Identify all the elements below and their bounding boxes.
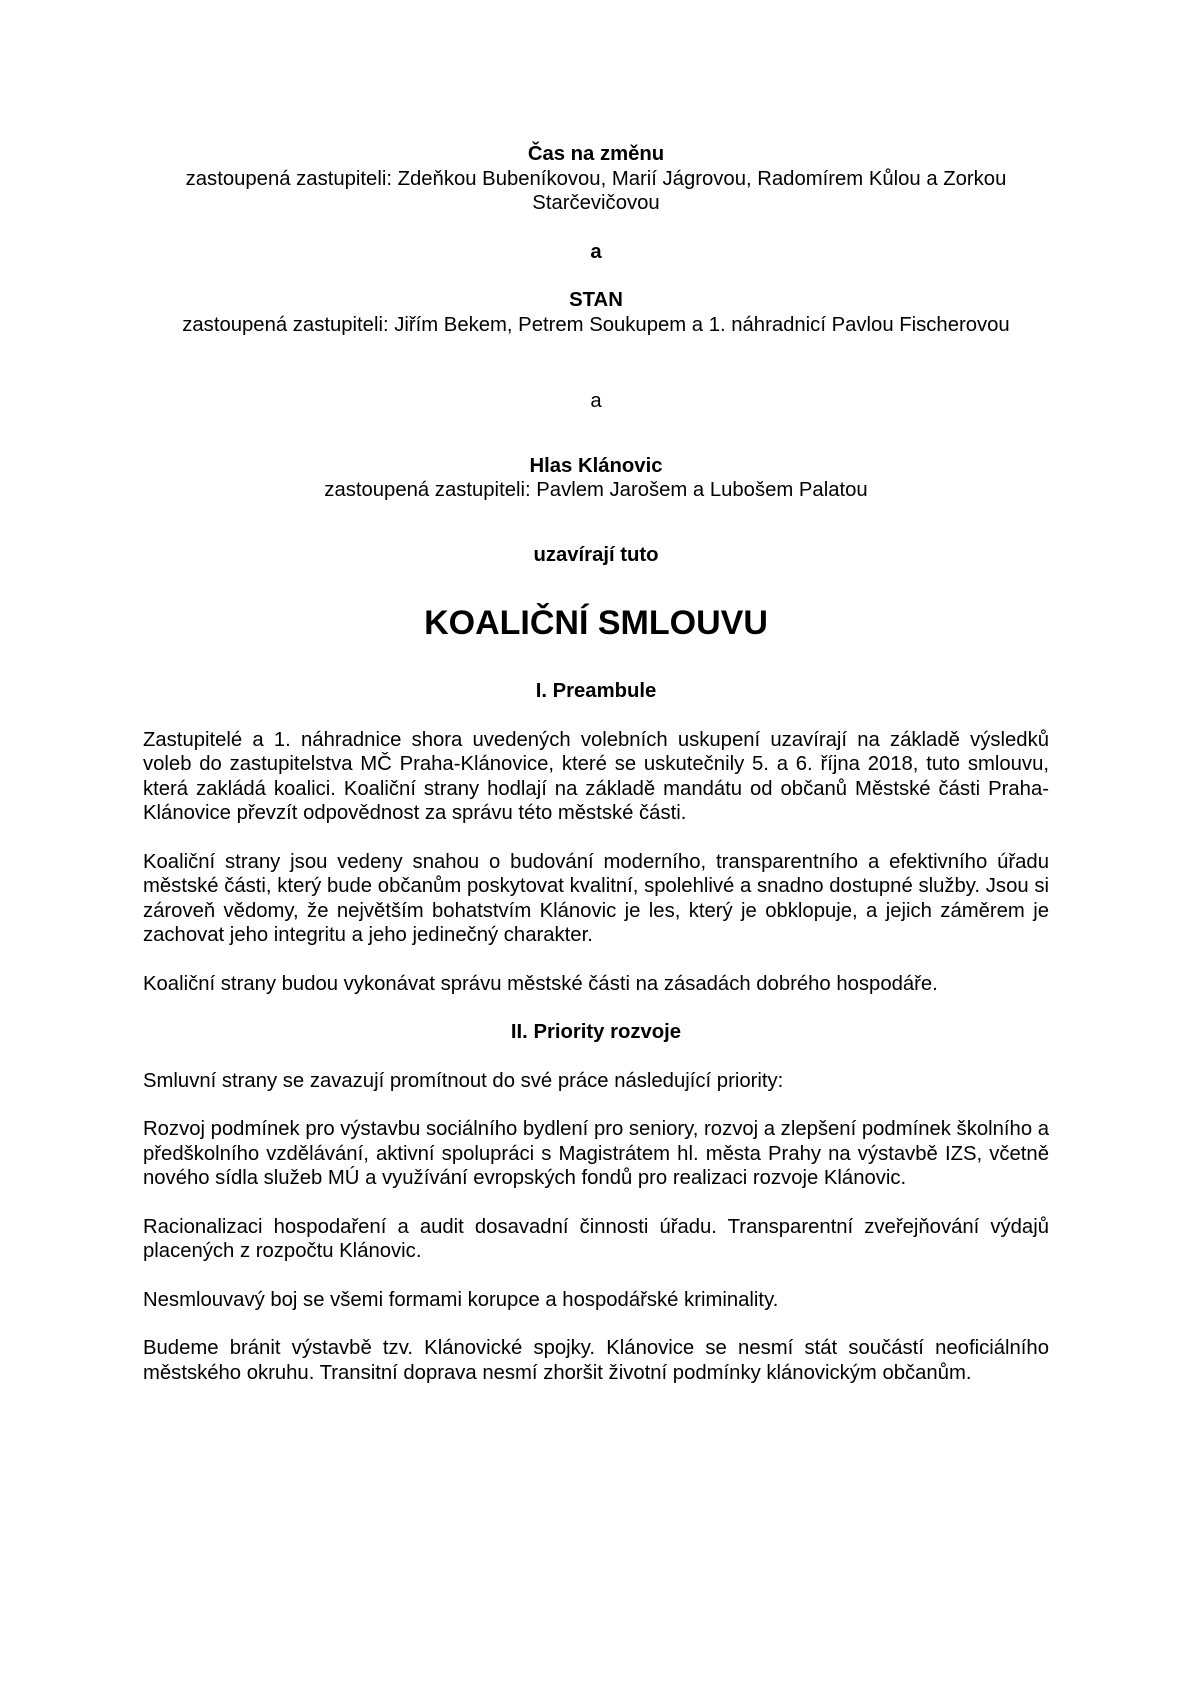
party-name: Čas na změnu <box>527 143 665 165</box>
paragraph: Zastupitelé a 1. náhradnice shora uvedených volebních uskupení uzavírají na základě výsledků voleb do zastupitelstva MČ Praha-Klánovice, které se uskutečnily 5. a 6. října 2018, tuto smlouvu, která zakládá koalici. Koaliční strany hodlají na základě mandátu od občanů Městské části Praha-Klánovice převzít odpovědnost za správu této městské části. <box>143 728 1049 824</box>
party-representatives: zastoupená zastupiteli: Jiřím Bekem, Petrem Soukupem a 1. náhradnicí Pavlou Fischerovou <box>182 313 1010 336</box>
document-content <box>143 142 1049 1385</box>
section-heading: II. Priority rozvoje <box>510 1021 682 1043</box>
paragraph: Koaliční strany jsou vedeny snahou o budování moderního, transparentního a efektivního úřadu městské části, který bude občanům poskytovat kvalitní, spolehlivé a snadno dostupné služby. Jsou si zároveň vědomy, že největším bohatstvím Klánovic je les, který je obklopuje, a jejich záměrem je zachovat jeho integritu a jeho jedinečný charakter. <box>143 850 1049 946</box>
party-representatives: zastoupená zastupiteli: Zdeňkou Bubeníkovou, Marií Jágrovou, Radomírem Kůlou a Zorkou Starčevičovou <box>185 167 1007 214</box>
paragraph: Racionalizaci hospodaření a audit dosavadní činnosti úřadu. Transparentní zveřejňování výdajů placených z rozpočtu Klánovic. <box>143 1215 1049 1262</box>
paragraph: Rozvoj podmínek pro výstavbu sociálního bydlení pro seniory, rozvoj a zlepšení podmínek školního a předškolního vzdělávání, aktivní spolupráci s Magistrátem hl. města Prahy na výstavbě IZS, včetně nového sídla služeb MÚ a využívání evropských fondů pro realizaci rozvoje Klánovic. <box>143 1118 1050 1189</box>
party-block-1 <box>143 142 1049 216</box>
party-representatives: zastoupená zastupiteli: Pavlem Jarošem a Lubošem Palatou <box>324 479 868 501</box>
section-heading: I. Preambule <box>535 680 657 702</box>
party-name: STAN <box>569 289 623 311</box>
paragraph: Budeme bránit výstavbě tzv. Klánovické spojky. Klánovice se nesmí stát součástí neoficiálního městského okruhu. Transitní doprava nesmí zhoršit životní podmínky klánovickým občanům. <box>143 1337 1049 1384</box>
paragraph: Nesmlouvavý boj se všemi formami korupce a hospodářské kriminality. <box>143 1288 779 1311</box>
paragraph: Koaliční strany budou vykonávat správu městské části na zásadách dobrého hospodáře. <box>143 972 938 995</box>
party-name: Hlas Klánovic <box>529 454 663 477</box>
intro-text: uzavírají tuto <box>533 543 659 566</box>
paragraph: Smluvní strany se zavazují promítnout do své práce následující priority: <box>143 1069 784 1092</box>
party-block-3 <box>143 454 1049 503</box>
connector-and: a <box>590 240 602 263</box>
party-block-2 <box>143 288 1049 337</box>
connector-and: a <box>590 390 602 412</box>
document-title: KOALIČNÍ SMLOUVU <box>424 604 768 642</box>
